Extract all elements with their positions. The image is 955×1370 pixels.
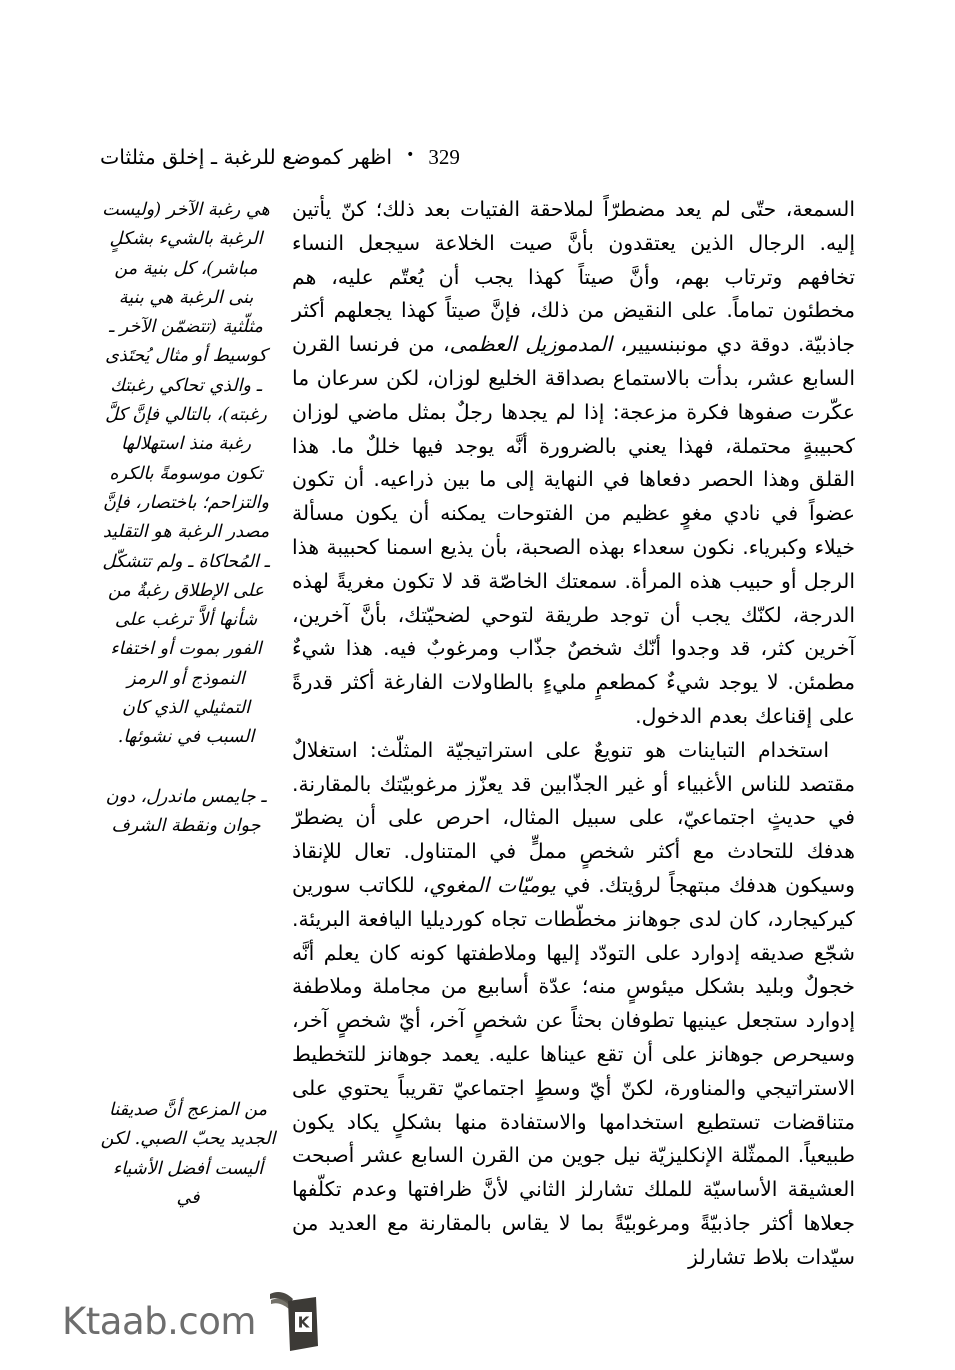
open-book-icon: [268, 1288, 322, 1354]
watermark: [62, 1288, 322, 1354]
body-paragraph-2: استخدام التباينات هو تنويعٌ على استراتيجيّة المثلّث: استغلالٌ مقتصد للناس الأغبياء أو غير الجذّابين قد يعزّز مرغوبيّتك بالمقارنة. في حديثٍ اجتماعيّ، على سبيل المثال، احرص على أن يضطرّ هدفك للتحادث مع أكثر شخصٍ مملٍّ في المتناول. تعال للإنقاذ وسيكون هدفك مبتهجاً لرؤيتك. في يوميّات المغوي، للكاتب سورين كيركيجارد، كان لدى جوهانز مخطّطات تجاه كورديليا اليافعة البريئة. شجّع صديقه إدوارد على التودّد إليها وملاطفتها كونه كان يعلم أنَّه خجولٌ وبليد بشكل ميئوسٍ منه؛ عدّة أسابيع من مجاملة وملاطفة إدوارد ستجعل عينيها تطوفان بحثاً عن شخصٍ آخر، أيّ شخصٍ آخر، وسيحرص جوهانز على أن تقع عيناها عليه. يعمد جوهانز للتخطيط الاستراتيجي والمناورة، لكنّ أيّ وسطٍ اجتماعيّ تقريباً يحتوي على متناقضات تستطيع استخدامها والاستفادة منها بشكلٍ يكاد يكون طبيعياً. الممثّلة الإنكليزيّة نيل جوين من القرن السابع عشر أصبحت العشيقة الأساسيّة للملك تشارلز الثاني لأنَّ ظرافتها وعدم تكلّفها جعلاها أكثر جاذبيّةً ومرغوبيّةً بما لا يقاس بالمقارنة مع العديد من سيّدات بلاط تشارلز: [292, 737, 856, 1269]
svg-text:K: K: [297, 1313, 310, 1332]
running-head-bullet: •: [406, 147, 415, 163]
margin-note-attribution-1: ـ جايمس ماندرل، دون جوان ونقطة الشرف: [105, 786, 267, 836]
body-paragraph-1: السمعة، حتّى لم يعد مضطرّاً لملاحقة الفتيات بعد ذلك؛ كنّ يأتين إليه. الرجال الذين يعتقدون بأنَّ صيت الخلاعة سيجعل النساء تخافهم وترتاب بهم، وأنَّ صيتاً كهذا يجب أن يُعتّم عليه، هم مخطئون تماماً. على النقيض من ذلك، فإنَّ صيتاً كهذا يجعلهم أكثر جاذبيّة. دوقة دي مونبنسيير، المدموزيل العظمى، من فرنسا القرن السابع عشر، بدأت بالاستماع بصداقة الخليع لوزان، لكن سرعان ما عكّرت صفوها فكرة مزعجة: إذا لم يجدها رجلٌ بمثل ماضي لوزان كحبيبةٍ محتملة، فهذا يعني بالضرورة أنَّه يوجد فيها خللٌ ما. هذا القلق وهذا الحصر دفعاها في النهاية إلى ما بين ذراعيه. أن تكون عضواً في نادي مغوٍ عظيم من الفتوحات يمكنه أن يكون مسألة خيلاء وكبرياء. نكون سعداء بهذه الصحبة، بأن يذيع اسمنا كحبيبة هذا الرجل أو حبيب هذه المرأة. سمعتك الخاصّة قد لا تكون مغريةً لهذه الدرجة، لكنّك يجب أن توجد طريقة لتوحي لضحيّتك، بأنَّ آخرين، آخرين كثر، قد وجدوا أنّك شخصٌ جذّاب ومرغوبٌ فيه. هذا شيءٌ مطمئن. لا يوجد شيءٌ كمطعمٍ مليءٍ بالطاولات الفارغة أكثر قدرةً على إقناعك بعدم الدخول.: [292, 197, 856, 728]
margin-note-text-2: من المزعج أنَّ صديقنا الجديد يحبّ الصبي. لكن أليست أفضل الأشياء في: [100, 1100, 276, 1208]
main-text-column: [292, 193, 855, 1275]
margin-note-block-1: [100, 196, 272, 841]
running-head: [100, 140, 860, 174]
page-number: 329: [428, 144, 460, 169]
running-head-title: اظهر كموضع للرغبة ـ إخلق مثلثات: [100, 144, 393, 169]
margin-note-text-1: هي رغبة الآخر (وليست الرغبة بالشيء بشكلٍ مباشر)، كل بنية من بنى الرغبة هي بنية مثلّثية (تتضمّن الآخر ـ كوسيط أو مثال يُحتَذى ـ والذي تحاكي رغبتك رغبته)، بالتالي فإنَّ كلَّ رغبة منذ استهلالها تكون موسومةً بالكره والتزاحم؛ باختصار، فإنَّ مصدر الرغبة هو التقليد ـ المُحاكاة ـ ولم تتشكّل على الإطلاق رغبةٌ من شأنها ألاَّ ترغب على الفور بموت أو اختفاء النموذج أو الرمز التمثيلي الذي كان السبب في نشوئها.: [102, 200, 270, 748]
watermark-brand: Ktaab.com: [62, 1299, 256, 1343]
